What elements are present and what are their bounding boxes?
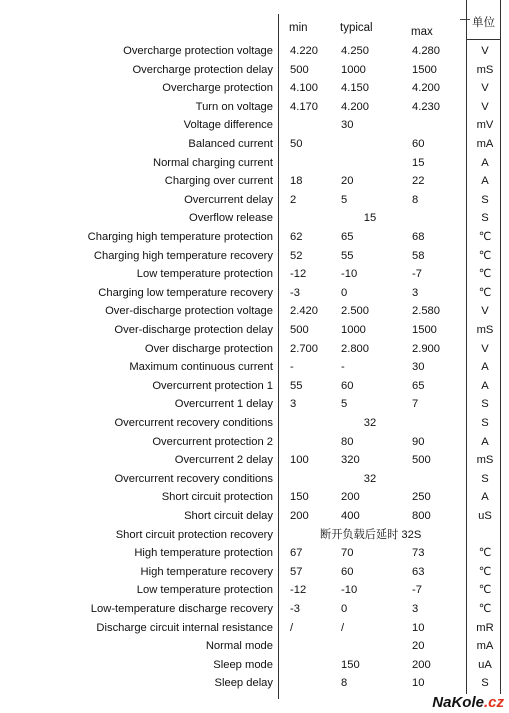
row-value-min: 57 xyxy=(290,565,303,578)
table-row xyxy=(0,42,509,61)
row-value-typical xyxy=(341,154,396,173)
row-value-merged: 32 xyxy=(363,417,377,429)
row-label: Sleep delay xyxy=(214,677,273,690)
table-row xyxy=(0,135,509,154)
table-row xyxy=(0,619,509,638)
row-value-typical: 0 xyxy=(341,603,348,615)
row-value-min: 200 xyxy=(290,510,309,522)
row-value-typical: 150 xyxy=(341,658,360,671)
table-row xyxy=(0,451,509,470)
row-label: Short circuit delay xyxy=(184,510,273,522)
row-label: Overcurrent recovery conditions xyxy=(114,417,273,429)
row-label: Normal charging current xyxy=(152,156,273,169)
row-value-min xyxy=(290,154,340,173)
row-label: Low-temperature discharge recovery xyxy=(90,603,273,615)
table-row xyxy=(0,358,509,377)
row-unit: ℃ xyxy=(478,584,492,597)
row-unit: mV xyxy=(476,119,494,132)
row-value-min xyxy=(290,433,340,452)
row-unit: ℃ xyxy=(478,268,492,281)
row-value-max: 68 xyxy=(412,231,425,243)
row-value-max: 8 xyxy=(412,193,419,206)
row-value-merged: 32 xyxy=(363,472,377,485)
row-value-min: 150 xyxy=(290,491,309,504)
row-label: Voltage difference xyxy=(183,119,273,132)
row-label: Normal mode xyxy=(205,640,273,653)
row-value-max: -7 xyxy=(412,584,422,597)
row-value-max: 15 xyxy=(412,156,425,169)
row-value-min: -12 xyxy=(290,268,307,281)
row-unit: ℃ xyxy=(478,249,492,262)
row-label: Overcharge protection delay xyxy=(132,63,273,76)
row-value-min: 50 xyxy=(290,138,303,150)
table-row xyxy=(0,228,509,247)
row-unit: A xyxy=(481,156,489,169)
header-dash xyxy=(460,19,470,20)
row-value-min xyxy=(290,656,340,675)
table-row xyxy=(0,172,509,191)
row-value-min xyxy=(290,637,340,656)
row-value-typical: 400 xyxy=(341,510,360,522)
row-value-max: 10 xyxy=(412,621,425,634)
table-row xyxy=(0,191,509,210)
row-value-typical: 5 xyxy=(341,193,348,206)
row-value-typical: 65 xyxy=(341,231,354,243)
row-label: Overflow release xyxy=(189,212,273,225)
row-unit: mA xyxy=(476,640,494,653)
row-value-typical: 4.250 xyxy=(341,45,369,57)
row-unit: V xyxy=(481,82,489,95)
row-unit: mS xyxy=(476,324,494,336)
row-value-min: 62 xyxy=(290,231,303,243)
header-typical: typical xyxy=(340,22,373,34)
row-value-typical: 20 xyxy=(341,175,354,188)
row-value-min: -12 xyxy=(290,584,307,597)
row-label: Overcurrent recovery conditions xyxy=(114,472,273,485)
row-value-max: 65 xyxy=(412,379,425,392)
row-label: Over-discharge protection delay xyxy=(114,324,273,336)
row-value-max: 30 xyxy=(412,361,425,374)
row-value-max: 3 xyxy=(412,603,419,615)
grid-line-top xyxy=(466,39,501,40)
row-label: High temperature protection xyxy=(134,547,273,560)
row-label: Over discharge protection xyxy=(144,342,273,355)
watermark xyxy=(265,300,380,355)
row-value-max: 4.280 xyxy=(412,45,440,57)
row-label: Low temperature protection xyxy=(136,584,273,597)
row-value-merged: 15 xyxy=(363,212,377,225)
row-unit: A xyxy=(481,361,489,374)
row-value-min: 55 xyxy=(290,379,303,392)
row-value-min: -3 xyxy=(290,603,300,615)
row-label: Overcharge protection voltage xyxy=(123,45,273,57)
row-value-max: 1500 xyxy=(412,63,437,76)
row-value-typical xyxy=(341,637,396,656)
table-row xyxy=(0,433,509,452)
row-unit: mS xyxy=(476,63,494,76)
row-value-typical: 5 xyxy=(341,398,348,411)
row-value-max: 63 xyxy=(412,565,425,578)
row-value-typical: -10 xyxy=(341,268,358,281)
row-unit: V xyxy=(481,342,489,355)
row-label: Charging high temperature protection xyxy=(87,231,273,243)
row-unit: A xyxy=(481,175,489,188)
table-row xyxy=(0,79,509,98)
brand-logo xyxy=(429,694,507,711)
table-row xyxy=(0,340,509,359)
row-value-max: 4.200 xyxy=(412,82,440,95)
row-unit: S xyxy=(481,212,489,225)
row-value-min: 4.100 xyxy=(290,82,318,95)
table-row xyxy=(0,377,509,396)
row-value-typical: 60 xyxy=(341,565,354,578)
table-row xyxy=(0,507,509,526)
table-row xyxy=(0,488,509,507)
row-value-max: 1500 xyxy=(412,324,437,336)
table-row xyxy=(0,526,509,545)
row-value-min: 4.220 xyxy=(290,45,318,57)
table-row xyxy=(0,544,509,563)
row-value-typical: 30 xyxy=(341,119,354,132)
row-value-max: -7 xyxy=(412,268,422,281)
row-unit: S xyxy=(481,677,489,690)
row-value-max xyxy=(412,116,462,135)
row-value-typical: 1000 xyxy=(341,324,366,336)
table-row xyxy=(0,600,509,619)
row-value-typical: 2.800 xyxy=(341,342,369,355)
row-value-max: 800 xyxy=(412,510,431,522)
table-row xyxy=(0,284,509,303)
row-value-max: 200 xyxy=(412,658,431,671)
row-value-merged: 断开负载后延时 32S xyxy=(320,528,422,541)
logo-brand: NaKole xyxy=(432,694,484,711)
row-value-typical: 200 xyxy=(341,491,360,504)
row-unit: S xyxy=(481,193,489,206)
row-value-typical: 8 xyxy=(341,677,348,690)
row-value-typical: 1000 xyxy=(341,63,366,76)
table-row xyxy=(0,674,509,693)
row-value-max: 73 xyxy=(412,547,425,560)
row-label: Overcurrent protection 1 xyxy=(152,379,273,392)
header-min: min xyxy=(289,22,308,34)
row-label: Short circuit protection xyxy=(161,491,273,504)
row-unit: V xyxy=(481,305,489,318)
row-value-typical xyxy=(341,135,396,154)
row-value-min: 2 xyxy=(290,193,297,206)
row-unit: S xyxy=(481,472,489,485)
row-label: Overcurrent 2 delay xyxy=(174,454,273,467)
row-unit: uS xyxy=(478,510,492,522)
row-value-max: 20 xyxy=(412,640,425,653)
table-row xyxy=(0,470,509,489)
row-label: Over-discharge protection voltage xyxy=(105,305,273,318)
row-label: Turn on voltage xyxy=(195,100,273,113)
row-value-typical: 0 xyxy=(341,286,348,299)
row-value-min xyxy=(290,116,340,135)
row-unit: ℃ xyxy=(478,231,492,243)
row-label: Balanced current xyxy=(188,138,273,150)
row-unit: S xyxy=(481,398,489,411)
table-row xyxy=(0,656,509,675)
row-value-min: 67 xyxy=(290,547,303,560)
row-value-min: 3 xyxy=(290,398,297,411)
row-value-min: 500 xyxy=(290,63,309,76)
row-value-min xyxy=(290,674,340,693)
row-label: Discharge circuit internal resistance xyxy=(96,621,273,634)
row-value-typical: 4.200 xyxy=(341,100,369,113)
row-value-typical: / xyxy=(341,621,345,634)
row-label: Overcurrent delay xyxy=(184,193,273,206)
row-unit: mA xyxy=(476,138,494,150)
row-value-max: 2.900 xyxy=(412,342,440,355)
table-row xyxy=(0,116,509,135)
table-row xyxy=(0,302,509,321)
row-value-typical: - xyxy=(341,361,345,374)
row-label: Charging low temperature recovery xyxy=(98,286,273,299)
row-value-max: 4.230 xyxy=(412,100,440,113)
row-value-min: / xyxy=(290,621,294,634)
row-label: Charging high temperature recovery xyxy=(93,249,273,262)
table-row xyxy=(0,247,509,266)
row-value-typical: 60 xyxy=(341,379,354,392)
row-value-min: 2.420 xyxy=(290,305,318,318)
row-value-typical: 80 xyxy=(341,435,354,448)
row-value-max: 7 xyxy=(412,398,419,411)
row-value-max: 3 xyxy=(412,286,419,299)
row-unit: uA xyxy=(478,658,492,671)
logo-tld: .cz xyxy=(483,694,504,711)
row-unit: ℃ xyxy=(478,603,492,615)
row-value-min: 18 xyxy=(290,175,303,188)
row-value-typical: 4.150 xyxy=(341,82,369,95)
row-label: Sleep mode xyxy=(213,658,273,671)
table-row xyxy=(0,395,509,414)
row-unit: S xyxy=(481,417,489,429)
table-row xyxy=(0,209,509,228)
table-row xyxy=(0,581,509,600)
row-unit: A xyxy=(481,379,489,392)
row-label: Maximum continuous current xyxy=(129,361,273,374)
row-unit: ℃ xyxy=(478,547,492,560)
row-value-min: 500 xyxy=(290,324,309,336)
table-row xyxy=(0,154,509,173)
row-value-min: 52 xyxy=(290,249,303,262)
row-value-typical: 2.500 xyxy=(341,305,369,318)
row-value-min: 100 xyxy=(290,454,309,467)
row-label: Short circuit protection recovery xyxy=(115,528,273,541)
row-unit: A xyxy=(481,435,489,448)
row-value-max: 60 xyxy=(412,138,425,150)
table-row xyxy=(0,98,509,117)
row-value-min: 4.170 xyxy=(290,100,318,113)
row-unit: mR xyxy=(476,621,494,634)
table-row xyxy=(0,321,509,340)
row-value-min: -3 xyxy=(290,286,300,299)
row-label: Overcharge protection xyxy=(162,82,273,95)
row-value-typical: 70 xyxy=(341,547,354,560)
header-unit: 单位 xyxy=(472,17,495,29)
row-value-typical: 320 xyxy=(341,454,360,467)
row-label: Overcurrent protection 2 xyxy=(152,435,273,448)
row-label: Low temperature protection xyxy=(136,268,273,281)
row-value-min: - xyxy=(290,361,294,374)
table-row xyxy=(0,637,509,656)
row-unit: V xyxy=(481,100,489,113)
row-label: High temperature recovery xyxy=(140,565,273,578)
row-value-max: 2.580 xyxy=(412,305,440,318)
row-value-typical: -10 xyxy=(341,584,358,597)
row-unit: A xyxy=(481,491,489,504)
row-value-max: 22 xyxy=(412,175,425,188)
row-value-max: 10 xyxy=(412,677,425,690)
row-value-max: 500 xyxy=(412,454,431,467)
row-unit: V xyxy=(481,45,489,57)
row-label: Overcurrent 1 delay xyxy=(174,398,273,411)
table-row xyxy=(0,265,509,284)
table-row xyxy=(0,414,509,433)
row-value-max: 90 xyxy=(412,435,425,448)
row-unit: mS xyxy=(476,454,494,467)
header-max: max xyxy=(411,26,433,38)
row-unit xyxy=(470,526,500,545)
row-value-typical: 55 xyxy=(341,249,354,262)
row-value-max: 250 xyxy=(412,491,431,504)
row-label: Charging over current xyxy=(164,175,273,188)
row-unit: ℃ xyxy=(478,286,492,299)
table-row xyxy=(0,61,509,80)
table-row xyxy=(0,563,509,582)
row-value-max: 58 xyxy=(412,249,425,262)
row-unit: ℃ xyxy=(478,565,492,578)
row-value-min: 2.700 xyxy=(290,342,318,355)
